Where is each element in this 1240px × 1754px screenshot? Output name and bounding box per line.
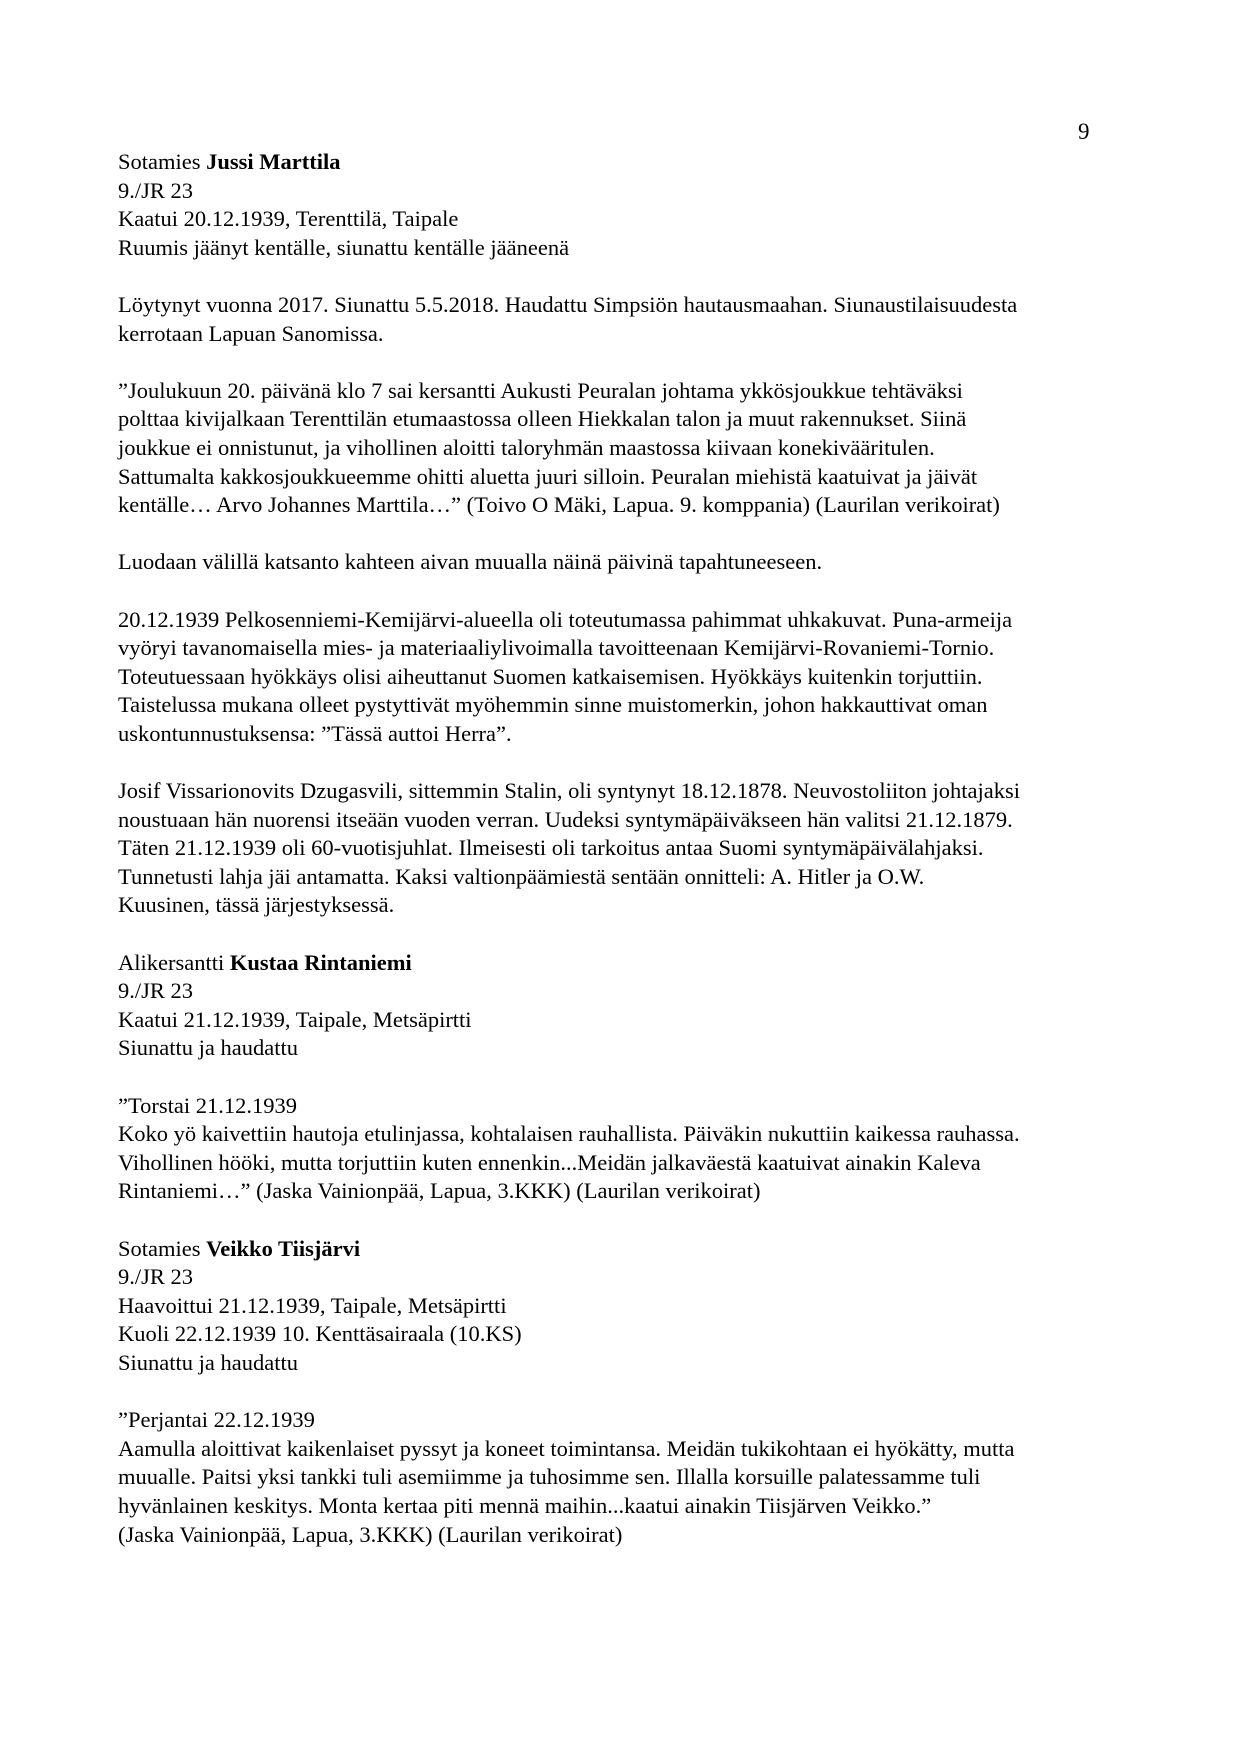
page-number: 9 xyxy=(1078,119,1090,144)
soldier-rank: Alikersantti xyxy=(118,949,230,975)
quote-paragraph-rintaniemi xyxy=(118,1092,1138,1206)
soldier-heading xyxy=(118,949,1138,978)
text-line: ”Torstai 21.12.1939 xyxy=(118,1092,298,1118)
stalin-paragraph xyxy=(118,777,1138,920)
soldier-fate: Kaatui 21.12.1939, Taipale, Metsäpirtti xyxy=(118,1006,472,1032)
soldier-name: Jussi Marttila xyxy=(206,149,341,174)
soldier-name: Veikko Tiisjärvi xyxy=(206,1235,361,1261)
text-line: Koko yö kaivettiin hautoja etulinjassa, kohtalaisen rauhallista. Päiväkin nukuttiin kaikessa rauhassa. xyxy=(118,1121,1020,1147)
soldier-wounded: Haavoittui 21.12.1939, Taipale, Metsäpirtti xyxy=(118,1292,507,1318)
text-line: muualle. Paitsi yksi tankki tuli asemiimme ja tuhosimme sen. Illalla korsuille palatessamme tuli xyxy=(118,1464,981,1490)
found-paragraph xyxy=(118,291,1138,348)
interlude-intro xyxy=(118,548,1138,577)
soldier-died: Kuoli 22.12.1939 10. Kenttäsairaala (10.KS) xyxy=(118,1321,522,1347)
text-line: Luodaan välillä katsanto kahteen aivan muualla näinä päivinä tapahtuneeseen. xyxy=(118,549,823,575)
quote-paragraph-marttila xyxy=(118,377,1138,520)
soldier-burial: Siunattu ja haudattu xyxy=(118,1035,298,1061)
soldier-entry-rintaniemi xyxy=(118,949,1138,1063)
document-body xyxy=(118,148,1138,1578)
text-line: hyvänlainen keskitys. Monta kertaa piti mennä maihin...kaatui ainakin Tiisjärven Veikko.” xyxy=(118,1492,932,1518)
quote-paragraph-tiisjarvi xyxy=(118,1406,1138,1549)
soldier-unit: 9./JR 23 xyxy=(118,177,194,203)
text-line: Vihollinen hööki, mutta torjuttiin kuten ennenkin...Meidän jalkaväestä kaatuivat ainakin Kaleva xyxy=(118,1149,981,1175)
soldier-burial: Ruumis jäänyt kentälle, siunattu kentälle jääneenä xyxy=(118,234,570,260)
text-line: (Jaska Vainionpää, Lapua, 3.KKK) (Laurilan verikoirat) xyxy=(118,1521,623,1547)
text-line: polttaa kivijalkaan Terenttilän etumaastossa olleen Hiekkalan talon ja muut rakennukset. Siinä xyxy=(118,406,967,432)
text-line: 20.12.1939 Pelkosenniemi-Kemijärvi-alueella oli toteutumassa pahimmat uhkakuvat. Puna-armeija xyxy=(118,606,1013,632)
text-line: noustuaan hän nuorensi itseään vuoden verran. Uudeksi syntymäpäiväkseen hän valitsi 21.12.1879. xyxy=(118,806,1013,832)
soldier-burial: Siunattu ja haudattu xyxy=(118,1349,298,1375)
text-line: Taistelussa mukana olleet pystyttivät myöhemmin sinne muistomerkin, johon hakkauttivat oman xyxy=(118,692,988,718)
text-line: Toteutuessaan hyökkäys olisi aiheuttanut Suomen katkaisemisen. Hyökkäys kuitenkin torjuttiin. xyxy=(118,663,983,689)
soldier-rank: Sotamies xyxy=(118,149,207,174)
soldier-heading xyxy=(118,148,1138,177)
soldier-name: Kustaa Rintaniemi xyxy=(229,949,412,975)
text-line: Kuusinen, tässä järjestyksessä. xyxy=(118,892,395,918)
soldier-fate: Kaatui 20.12.1939, Terenttilä, Taipale xyxy=(118,206,459,232)
text-line: Rintaniemi…” (Jaska Vainionpää, Lapua, 3.KKK) (Laurilan verikoirat) xyxy=(118,1178,761,1204)
soldier-entry-tiisjarvi xyxy=(118,1235,1138,1378)
text-line: kentälle… Arvo Johannes Marttila…” (Toivo O Mäki, Lapua. 9. komppania) (Laurilan verikoirat) xyxy=(118,492,1000,518)
kemijarvi-paragraph xyxy=(118,606,1138,749)
soldier-rank: Sotamies xyxy=(118,1235,207,1261)
text-line: uskontunnustuksensa: ”Tässä auttoi Herra”. xyxy=(118,720,512,746)
text-line: joukkue ei onnistunut, ja vihollinen aloitti taloryhmän maastossa kiivaan konekivääritulen. xyxy=(118,434,935,460)
text-line: Sattumalta kakkosjoukkueemme ohitti aluetta juuri silloin. Peuralan miehistä kaatuivat ja jäivät xyxy=(118,463,978,489)
text-line: Aamulla aloittivat kaikenlaiset pyssyt ja koneet toimintansa. Meidän tukikohtaan ei hyökätty, mutta xyxy=(118,1435,1015,1461)
text-line: Tunnetusti lahja jäi antamatta. Kaksi valtionpäämiestä sentään onnitteli: A. Hitler ja O.W. xyxy=(118,863,925,889)
soldier-unit: 9./JR 23 xyxy=(118,1264,194,1290)
text-line: kerrotaan Lapuan Sanomissa. xyxy=(118,320,384,346)
text-line: ”Joulukuun 20. päivänä klo 7 sai kersantti Aukusti Peuralan johtama ykkösjoukkue tehtäväksi xyxy=(118,377,963,403)
text-line: vyöryi tavanomaisella mies- ja materiaaliylivoimalla tavoitteenaan Kemijärvi-Rovaniemi-Tornio. xyxy=(118,635,995,661)
soldier-unit: 9./JR 23 xyxy=(118,978,194,1004)
text-line: ”Perjantai 22.12.1939 xyxy=(118,1407,315,1433)
soldier-entry-marttila xyxy=(118,148,1138,262)
text-line: Löytynyt vuonna 2017. Siunattu 5.5.2018. Haudattu Simpsiön hautausmaahan. Siunaustilaisuudesta xyxy=(118,291,1018,317)
text-line: Täten 21.12.1939 oli 60-vuotisjuhlat. Ilmeisesti oli tarkoitus antaa Suomi syntymäpäivälahjaksi. xyxy=(118,835,984,861)
text-line: Josif Vissarionovits Dzugasvili, sittemmin Stalin, oli syntynyt 18.12.1878. Neuvostoliiton johtajaksi xyxy=(118,778,1020,804)
soldier-heading xyxy=(118,1235,1138,1264)
